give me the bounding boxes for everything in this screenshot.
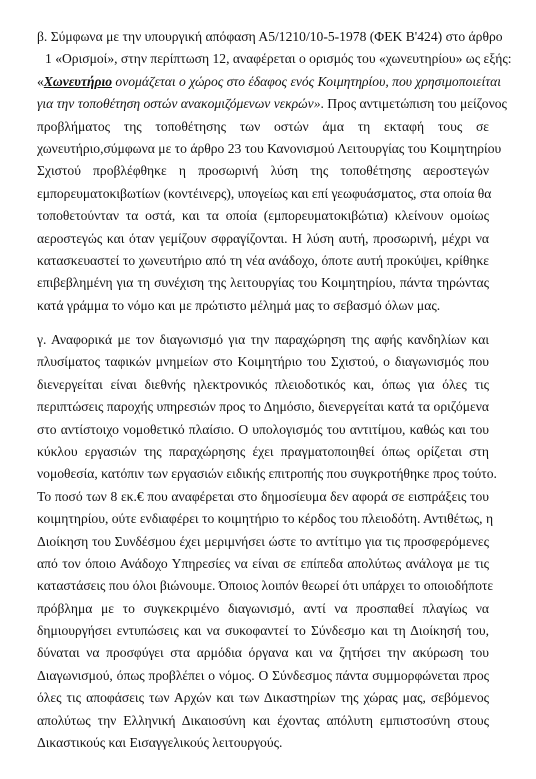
paragraph-line: Το ποσό των 8 εκ.€ που αναφέρεται στο δημοσίευμα δεν αφορά σε εισπράξεις του <box>37 488 489 504</box>
definition-text: για την τοποθέτηση οστών ανακομιζόμενων νεκρών» <box>37 96 321 112</box>
paragraph-line: πρόβλημα με το συγκεκριμένο διαγωνισμό, αντί να προσπαθεί πλαγίως να <box>37 600 489 616</box>
paragraph-line: τοποθετούνταν τα οστά, και τα οποία (εμπορευματοκιβώτια) κλείνουν ομοίως <box>37 208 489 224</box>
paragraph-line: κατά γράμμα το νόμο και με πρώτιστο μέλημά μας το σεβασμό όλων μας. <box>37 297 441 313</box>
paragraph-line: όλες τις αποφάσεις των Αρχών και των Δικαστηρίων της χώρας μας, σεβόμενος <box>37 690 489 706</box>
paragraph-line: κοιμητηρίου, ούτε ενδιαφέρει το κοιμητήριο το κέρδος του πλειοδότη. Αντιθέτως, η <box>37 511 494 527</box>
paragraph-line: εμπορευματοκιβωτίων (κοντέινερς), υπογείως και επί γεωφυάσματος, στα οποία θα <box>37 185 492 201</box>
paragraph-text: . Προς αντιμετώπιση του μείζονος <box>320 96 507 112</box>
paragraph-line: β. Σύμφωνα με την υπουργική απόφαση Α5/1210/10-5-1978 (ΦΕΚ Β'424) στο άρθρο <box>37 29 503 44</box>
paragraph-line: δύναται να προσφύγει στα αρμόδια όργανα και να ζητήσει την ακύρωση του <box>37 645 489 661</box>
definition-line <box>37 93 507 115</box>
paragraph-line: νομοθεσία, κατόπιν των εργασιών ειδικής επιτροπής που συγκροτήθηκε προς τούτο. <box>37 466 497 482</box>
paragraph-line: δημιουργήσει εντυπώσεις και να συκοφαντεί το Σύνδεσμο και τη Διοίκησή του, <box>37 623 489 639</box>
defined-term: Χωνευτήριο <box>43 73 113 89</box>
paragraph-line: καταστάσεις που όλοι βιώνουμε. Όποιος λοιπόν θεωρεί ότι υπάρχει το οποιοδήποτε <box>37 578 494 594</box>
paragraph-line: κύκλου εργασιών της παραχώρησης έχει πραγματοποιηθεί όπως ορίζεται στη <box>37 443 489 459</box>
paragraph-line: από τον όποιο Ανάδοχο Υπηρεσίες να είναι σε επίπεδα απολύτως ανάλογα με τις <box>37 555 489 571</box>
paragraph-line: χωνευτήριο,σύμφωνα με το άρθρο 23 του Κανονισμού Λειτουργίας του Κοιμητηρίου <box>37 140 502 156</box>
paragraph-line: επιβεβλημένη για τη συνέχιση της λειτουργίας του Κοιμητηρίου, πάντα τηρώντας <box>37 275 489 291</box>
paragraph-line: 1 «Ορισμοί», στην περίπτωση 12, αναφέρεται ο ορισμός του «χωνευτηρίου» ως εξής: <box>45 51 512 67</box>
paragraph-line: περιπτώσεις παροχής υπηρεσιών προς το Δημόσιο, διενεργείται κατά τα οριζόμενα <box>37 399 489 415</box>
paragraph-g <box>37 329 497 754</box>
paragraph-line: γ. Αναφορικά με τον διαγωνισμό για την παραχώρηση της αφής κανδηλίων και <box>37 332 489 347</box>
paragraph-line: Διοίκηση του Συνδέσμου έχει μεριμνήσει ώστε το αντίτιμο για τις προσφερόμενες <box>37 533 489 549</box>
open-quote: « <box>37 73 44 89</box>
paragraph-line: απολύτως την Ελληνική Δικαιοσύνη και έχοντας απόλυτη εμπιστοσύνη στους <box>37 712 489 728</box>
paragraph-b <box>37 26 512 317</box>
paragraph-line: Διαγωνισμού, όπως προβλέπει ο νόμος. Ο Σύνδεσμος πάντα συμμορφώνεται προς <box>37 667 489 683</box>
definition-line <box>37 71 502 93</box>
paragraph-line: αεροστεγώς και όταν γεμίζουν σφραγίζονται. Η λύση αυτή, προσωρινή, μέχρι να <box>37 230 489 246</box>
paragraph-line: προβλήματος της τοποθέτησης των οστών άμα τη εκταφή τους σε <box>37 118 489 134</box>
paragraph-line: κατασκευαστεί το χωνευτήριο από τη νέα ανάδοχο, όποτε αυτή προκύψει, κρίθηκε <box>37 252 489 268</box>
paragraph-line: διενεργείται είναι διεθνής ηλεκτρονικός πλειοδοτικός και, όπως για όλες τις <box>37 376 489 392</box>
paragraph-line: στο αντίστοιχο νομοθετικό πλαίσιο. Ο υπολογισμός του αντιτίμου, καθώς και του <box>37 421 489 437</box>
definition-text: ονομάζεται ο χώρος στο έδαφος ενός Κοιμητηρίου, που χρησιμοποιείται <box>112 73 502 89</box>
paragraph-line: Δικαστικούς και Εισαγγελικούς λειτουργούς. <box>37 735 283 751</box>
paragraph-line: Σχιστού προβλέφθηκε η προσωρινή λύση της τοποθέτησης αεροστεγών <box>37 163 489 179</box>
paragraph-line: πλυσίματος ταφικών μνημείων στο Κοιμητήριο του Σχιστού, ο διαγωνισμός που <box>37 354 489 370</box>
